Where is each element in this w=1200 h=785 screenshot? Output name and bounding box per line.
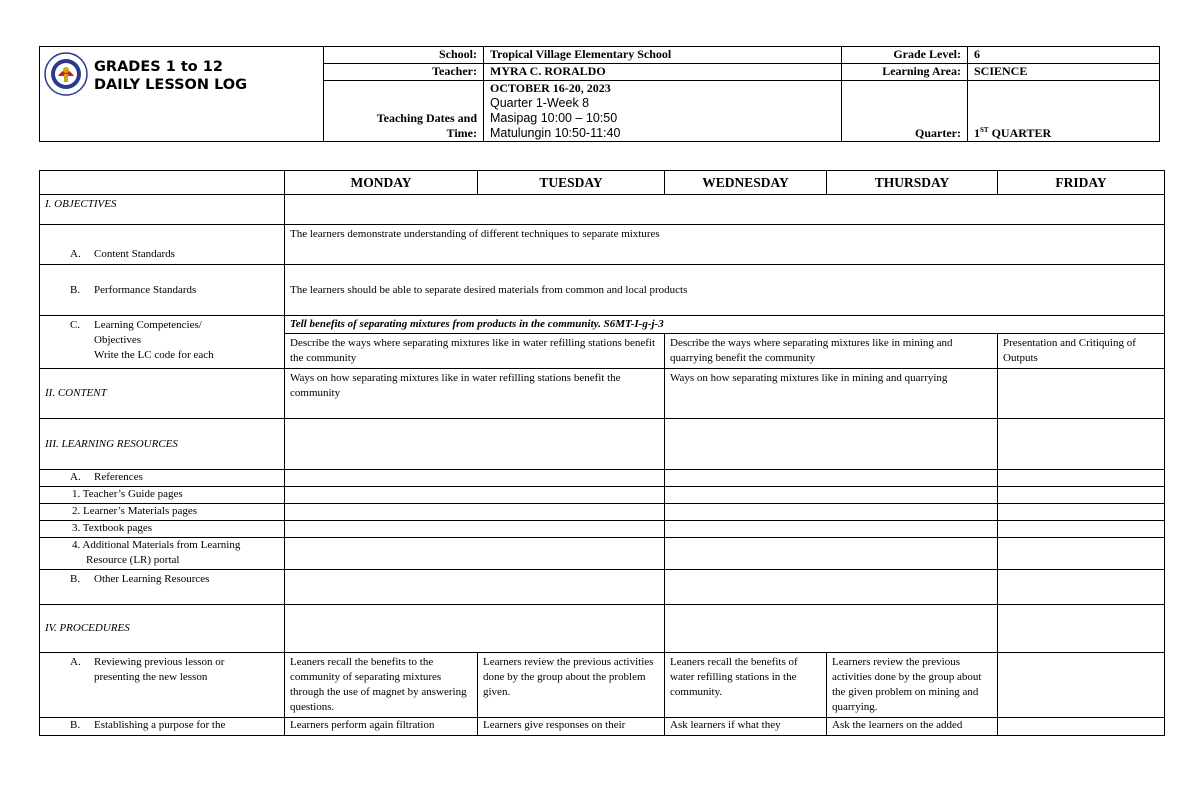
day-friday: FRIDAY	[998, 171, 1165, 195]
school-label: School:	[324, 47, 484, 64]
content-fri	[998, 369, 1165, 419]
day-monday: MONDAY	[285, 171, 478, 195]
objectives-row	[40, 195, 1165, 225]
lm-row	[40, 504, 1165, 521]
tg-wed-thu	[665, 487, 998, 504]
references-idx: A.	[70, 471, 81, 483]
title-line-1: GRADES 1 to 12	[94, 59, 223, 75]
am-line-1: 4. Additional Materials from Learning	[72, 539, 241, 551]
resources-row	[40, 419, 1165, 470]
content-standards-value: The learners demonstrate understanding of different techniques to separate mixtures	[285, 225, 1165, 265]
am-line-2: Resource (LR) portal	[86, 554, 180, 566]
day-thursday: THURSDAY	[827, 171, 998, 195]
performance-standards-idx: B.	[70, 283, 81, 296]
review-tuesday: Learners review the previous activities done by the group about the problem given.	[478, 653, 665, 718]
am-wed-thu	[665, 538, 998, 570]
references-label	[40, 470, 285, 487]
am-row	[40, 538, 1165, 570]
procedures-row	[40, 605, 1165, 653]
references-text: References	[94, 471, 143, 483]
school-value: Tropical Village Elementary School	[484, 47, 842, 64]
review-thursday: Learners review the previous activities done by the group about the given problem on mining and quarrying.	[827, 653, 998, 718]
content-standards-row	[40, 225, 1165, 265]
establish-monday: Learners perform again filtration	[285, 718, 478, 736]
establish-wednesday: Ask learners if what they	[665, 718, 827, 736]
lm-fri	[998, 504, 1165, 521]
references-wed-thu	[665, 470, 998, 487]
review-idx: A.	[70, 656, 81, 668]
resources-wed-thu	[665, 419, 998, 470]
performance-standards-value: The learners should be able to separate desired materials from common and local products	[285, 265, 1165, 316]
performance-standards-label	[40, 265, 285, 316]
dates-line-1: OCTOBER 16-20, 2023	[490, 81, 611, 95]
am-label	[40, 538, 285, 570]
tb-label: 3. Textbook pages	[40, 521, 285, 538]
content-standards-text: Content Standards	[94, 248, 175, 260]
review-label	[40, 653, 285, 718]
tg-row	[40, 487, 1165, 504]
am-fri	[998, 538, 1165, 570]
content-standards-idx: A.	[70, 248, 81, 260]
quarter-sup: ST	[980, 126, 989, 134]
lc-idx: C.	[70, 319, 81, 331]
establish-label	[40, 718, 285, 736]
review-friday	[998, 653, 1165, 718]
teacher-label: Teacher:	[324, 64, 484, 81]
review-wednesday: Leaners recall the benefits of water refilling stations in the community.	[665, 653, 827, 718]
references-row	[40, 470, 1165, 487]
am-mon-tue	[285, 538, 665, 570]
day-tuesday: TUESDAY	[478, 171, 665, 195]
tg-mon-tue	[285, 487, 665, 504]
grade-label: Grade Level:	[842, 47, 968, 64]
content-wed-thu: Ways on how separating mixtures like in mining and quarrying	[665, 369, 998, 419]
olr-fri	[998, 570, 1165, 605]
lc-fri: Presentation and Critiquing of Outputs	[998, 334, 1165, 369]
references-fri	[998, 470, 1165, 487]
tb-row	[40, 521, 1165, 538]
tg-fri	[998, 487, 1165, 504]
quarter-label: Quarter:	[842, 81, 968, 142]
tb-fri	[998, 521, 1165, 538]
dates-line-3: Masipag 10:00 – 10:50	[490, 111, 618, 125]
content-standards-label	[40, 225, 285, 265]
lc-line-2: Objectives	[94, 334, 142, 346]
teacher-value: MYRA C. RORALDO	[484, 64, 842, 81]
content-row	[40, 369, 1165, 419]
review-line-2: presenting the new lesson	[94, 671, 208, 683]
procedures-label: IV. PROCEDURES	[40, 605, 285, 653]
lm-mon-tue	[285, 504, 665, 521]
procedures-fri	[998, 605, 1165, 653]
content-mon-tue: Ways on how separating mixtures like in water refilling stations benefit the community	[285, 369, 665, 419]
review-monday: Leaners recall the benefits to the community of separating mixtures through the use of magnet by answering questions.	[285, 653, 478, 718]
olr-wed-thu	[665, 570, 998, 605]
lc-line-1: Learning Competencies/	[94, 319, 202, 331]
lc-label	[40, 316, 285, 369]
area-value: SCIENCE	[968, 64, 1160, 81]
resources-fri	[998, 419, 1165, 470]
lc-line-3: Write the LC code for each	[94, 349, 214, 361]
lc-row-1	[40, 316, 1165, 334]
day-header-row	[40, 171, 1165, 195]
tg-label: 1. Teacher’s Guide pages	[40, 487, 285, 504]
performance-standards-text: Performance Standards	[94, 283, 197, 296]
lm-label: 2. Learner’s Materials pages	[40, 504, 285, 521]
establish-text: Establishing a purpose for the	[94, 719, 226, 731]
lc-mon-tue: Describe the ways where separating mixtures like in water refilling stations benefit the community	[285, 334, 665, 369]
olr-row	[40, 570, 1165, 605]
dates-line-2: Quarter 1-Week 8	[490, 96, 590, 110]
quarter-num: 1	[974, 126, 980, 140]
establish-idx: B.	[70, 719, 81, 731]
objectives-cell	[285, 195, 1165, 225]
title-line-2: DAILY LESSON LOG	[94, 77, 248, 93]
lc-wed-thu: Describe the ways where separating mixtures like in mining and quarrying benefit the community	[665, 334, 998, 369]
content-label: II. CONTENT	[40, 369, 285, 419]
lesson-log-table	[39, 170, 1165, 736]
quarter-value	[968, 81, 1160, 142]
day-wednesday: WEDNESDAY	[665, 171, 827, 195]
olr-text: Other Learning Resources	[94, 573, 210, 585]
dates-value	[484, 81, 842, 142]
lm-wed-thu	[665, 504, 998, 521]
logo-cell	[40, 47, 324, 142]
resources-mon-tue	[285, 419, 665, 470]
dates-label: Teaching Dates and Time:	[324, 81, 484, 142]
olr-mon-tue	[285, 570, 665, 605]
corner-cell	[40, 171, 285, 195]
establish-friday	[998, 718, 1165, 736]
area-label: Learning Area:	[842, 64, 968, 81]
references-mon-tue	[285, 470, 665, 487]
tb-mon-tue	[285, 521, 665, 538]
tb-wed-thu	[665, 521, 998, 538]
olr-idx: B.	[70, 573, 81, 585]
grade-value: 6	[968, 47, 1160, 64]
resources-label: III. LEARNING RESOURCES	[40, 419, 285, 470]
establish-tuesday: Learners give responses on their	[478, 718, 665, 736]
header-table	[39, 46, 1160, 142]
objectives-label: I. OBJECTIVES	[40, 195, 285, 225]
procedures-wed-thu	[665, 605, 998, 653]
dates-line-4: Matulungin 10:50-11:40	[490, 126, 621, 140]
olr-label	[40, 570, 285, 605]
lc-value: Tell benefits of separating mixtures from products in the community. S6MT-I-g-j-3	[285, 316, 1165, 334]
establish-row	[40, 718, 1165, 736]
review-line-1: Reviewing previous lesson or	[94, 656, 225, 668]
performance-standards-row	[40, 265, 1165, 316]
review-row	[40, 653, 1165, 718]
establish-thursday: Ask the learners on the added	[827, 718, 998, 736]
quarter-word: QUARTER	[988, 126, 1052, 140]
procedures-mon-tue	[285, 605, 665, 653]
